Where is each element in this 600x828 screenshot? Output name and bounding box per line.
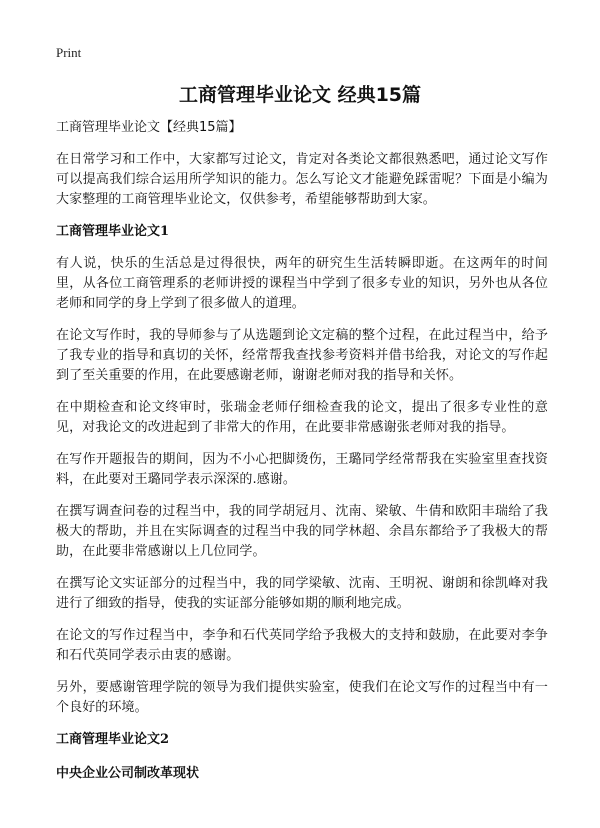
document-title: 工商管理毕业论文 经典15篇 [178,84,422,106]
document-subtitle: 工商管理毕业论文【经典15篇】 [56,120,242,135]
paragraph: 在中期检查和论文终审时，张瑞金老师仔细检查我的论文，提出了很多专业性的意见，对我论文的改进起到了非常大的作用，在此要非常感谢张老师对我的指导。 [56,400,548,435]
paragraph: 在论文的写作过程当中，李争和石代英同学给予我极大的支持和鼓励，在此要对李争和石代英同学表示由衷的感谢。 [56,628,548,663]
paragraph: 在写作开题报告的期间，因为不小心把脚烫伤，王璐同学经常帮我在实验室里查找资料，在此要对王璐同学表示深深的.感谢。 [56,452,548,487]
paragraph: 在撰写调查问卷的过程当中，我的同学胡冠月、沈南、梁敏、牛倩和欧阳丰瑞给了我极大的帮助，并且在实际调查的过程当中我的同学林超、余昌东都给予了我极大的帮助，在此要非常感谢以上几位同学。 [56,504,548,559]
paragraph: 在撰写论文实证部分的过程当中，我的同学梁敏、沈南、王明祝、谢朗和徐凯峰对我进行了细致的指导，使我的实证部分能够如期的顺利地完成。 [56,576,548,611]
paragraph: 另外，要感谢管理学院的领导为我们提供实验室，使我们在论文写作的过程当中有一个良好的环境。 [56,680,548,715]
sub-heading: 中央企业公司制改革现状 [56,766,200,781]
paragraph: 在论文写作时，我的导师参与了从选题到论文定稿的整个过程，在此过程当中，给予了我专业的指导和真切的关怀，经常帮我查找参考资料并借书给我，对论文的写作起到了至关重要的作用，在此要感谢老师，谢谢老师对我的指导和关怀。 [56,328,548,383]
paragraph: 有人说，快乐的生活总是过得很快，两年的研究生生活转瞬即逝。在这两年的时间里，从各位工商管理系的老师讲授的课程当中学到了很多专业的知识，另外也从各位老师和同学的身上学到了很多做人的道理。 [56,256,548,311]
intro-paragraph: 在日常学习和工作中，大家都写过论文，肯定对各类论文都很熟悉吧，通过论文写作可以提高我们综合运用所学知识的能力。怎么写论文才能避免踩雷呢？下面是小编为大家整理的工商管理毕业论文，仅供参考，希望能够帮助到大家。 [56,152,548,207]
section-heading-1: 工商管理毕业论文1 [56,224,170,239]
print-label: Print [56,45,82,60]
document-body [56,118,548,796]
section-heading-2: 工商管理毕业论文2 [56,732,170,747]
